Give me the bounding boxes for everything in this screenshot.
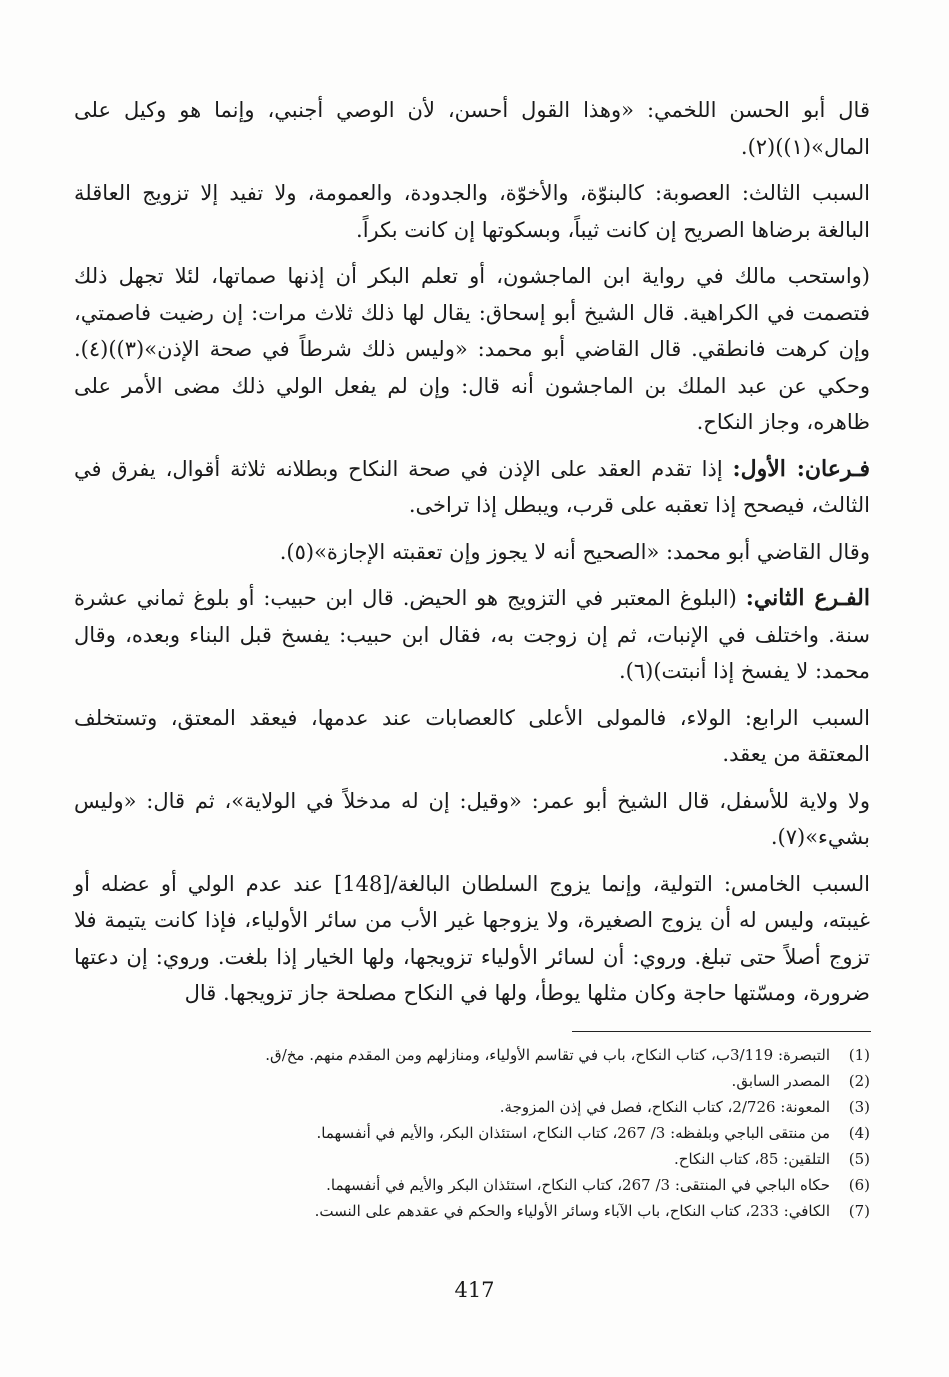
footnote-number: (5) [848,1150,870,1168]
page-number: 417 [454,1278,495,1302]
second-branch-text: (البلوغ المعتبر في التزويج هو الحيض. قال ابن حبيب: أو بلوغ ثماني عشرة سنة. واختلف في الإنبات، ثم إن زوجت به، فقال ابن حبيب: يفسخ قبل البناء وبعده، وقال محمد: لا يفسخ إذا أنبتت)(٦). [74,586,870,683]
paragraph-second-branch [74,580,870,690]
paragraph-fourth-cause: السبب الرابع: الولاء، فالمولى الأعلى كالعصابات عند عدمها، فيعقد المعتق، وتستخلف المعتقة من يعقد. [74,705,870,766]
footnote-text: التبصرة: 3/119ب، كتاب النكاح، باب في تقاسم الأولياء، ومنازلهم ومن المقدم منهم. مخ/ق. [265,1046,830,1064]
footnote-item [74,1172,870,1198]
footnote-number: (3) [848,1098,870,1116]
footnote-number: (6) [848,1176,870,1194]
footnote-number: (7) [848,1202,870,1220]
footnote-text: التلقين: 85، كتاب النكاح. [674,1150,830,1168]
paragraph-qadi: وقال القاضي أبو محمد: «الصحيح أنه لا يجوز وإن تعقبته الإجازة»(٥). [279,539,870,564]
footnote-item [74,1068,870,1094]
first-branch-text: إذا تقدم العقد على الإذن في صحة النكاح وبطلانه ثلاثة أقوال، يفرق في الثالث، فيصحح إذا تعقبه على قرب، ويبطل إذا تراخى. [74,456,870,517]
footnotes [74,1042,870,1224]
footnote-divider [572,1031,871,1032]
second-branch-heading: الفـرع الثاني: [745,585,870,611]
footnote-text: حكاه الباجي في المنتقى: 3/ 267، كتاب النكاح، استئذان البكر والأيم في أنفسهما. [326,1176,830,1194]
footnote-number: (2) [848,1072,870,1090]
footnote-item [74,1146,870,1172]
paragraph-malik-consent: (واستحب مالك في رواية ابن الماجشون، أو تعلم البكر أن إذنها صماتها، لئلا تجهل ذلك فتصمت في الكراهية. قال الشيخ أبو إسحاق: يقال لها ذلك ثلاث مرات: إن رضيت فاصمتي، وإن كرهت فانطقي. قال القاضي أبو محمد: «وليس ذلك شرطاً في صحة الإذن»(٣))(٤). وحكي عن عبد الملك بن الماجشون أنه قال: وإن لم يفعل الولي ذلك مضى الأمر على ظاهره، وجاز النكاح. [74,264,870,434]
footnote-text: المعونة: 2/726، كتاب النكاح، فصل في إذن المزوجة. [499,1098,830,1116]
first-branch-heading: فـرعان: الأول: [732,455,870,482]
footnote-number: (1) [848,1046,870,1064]
footnote-item [74,1120,870,1146]
footnote-item [74,1094,870,1120]
footnote-text: المصدر السابق. [731,1072,830,1090]
paragraph-lower-wala: ولا ولاية للأسفل، قال الشيخ أبو عمر: «وقيل: إن له مدخلاً في الولاية»، ثم قال: «وليس بشيء»(٧). [74,788,870,849]
footnote-text: من منتقى الباجي وبلفظه: 3/ 267، كتاب النكاح، استئذان البكر، والأيم في أنفسهما. [316,1124,830,1142]
paragraph-lakhmi: قال أبو الحسن اللخمي: «وهذا القول أحسن، لأن الوصي أجنبي، وإنما هو وكيل على المال»(١))(٢). [74,98,870,159]
paragraph-first-branch [74,451,870,524]
footnote-item [74,1198,870,1224]
paragraph-fifth-cause: السبب الخامس: التولية، وإنما يزوج السلطان البالغة/[148] عند عدم الولي أو عضله أو غيبته، وليس له أن يزوج الصغيرة، ولا يزوجها غير الأب من سائر الأولياء، فإذا كانت يتيمة فلا تزوج أصلاً حتى تبلغ. وروي: أن لسائر الأولياء تزويجها، ولها الخيار إذا بلغت. وروي: إن دعتها ضرورة، ومسّتها حاجة وكان مثلها يوطأ، ولها في النكاح مصلحة جاز تزويجها. قال [74,871,870,1005]
footnote-text: الكافي: 233، كتاب النكاح، باب الآباء وسائر الأولياء والحكم في عقدهم على النست. [314,1202,830,1220]
footnote-number: (4) [848,1124,870,1142]
paragraph-third-cause: السبب الثالث: العصوبة: كالبنوّة، والأخوّة، والجدودة، والعمومة، ولا تفيد إلا تزويج العاقلة البالغة برضاها الصريح إن كانت ثيباً، وبسكوتها إن كانت بكراً. [74,181,870,242]
footnote-item [74,1042,870,1068]
main-text [74,92,870,1022]
